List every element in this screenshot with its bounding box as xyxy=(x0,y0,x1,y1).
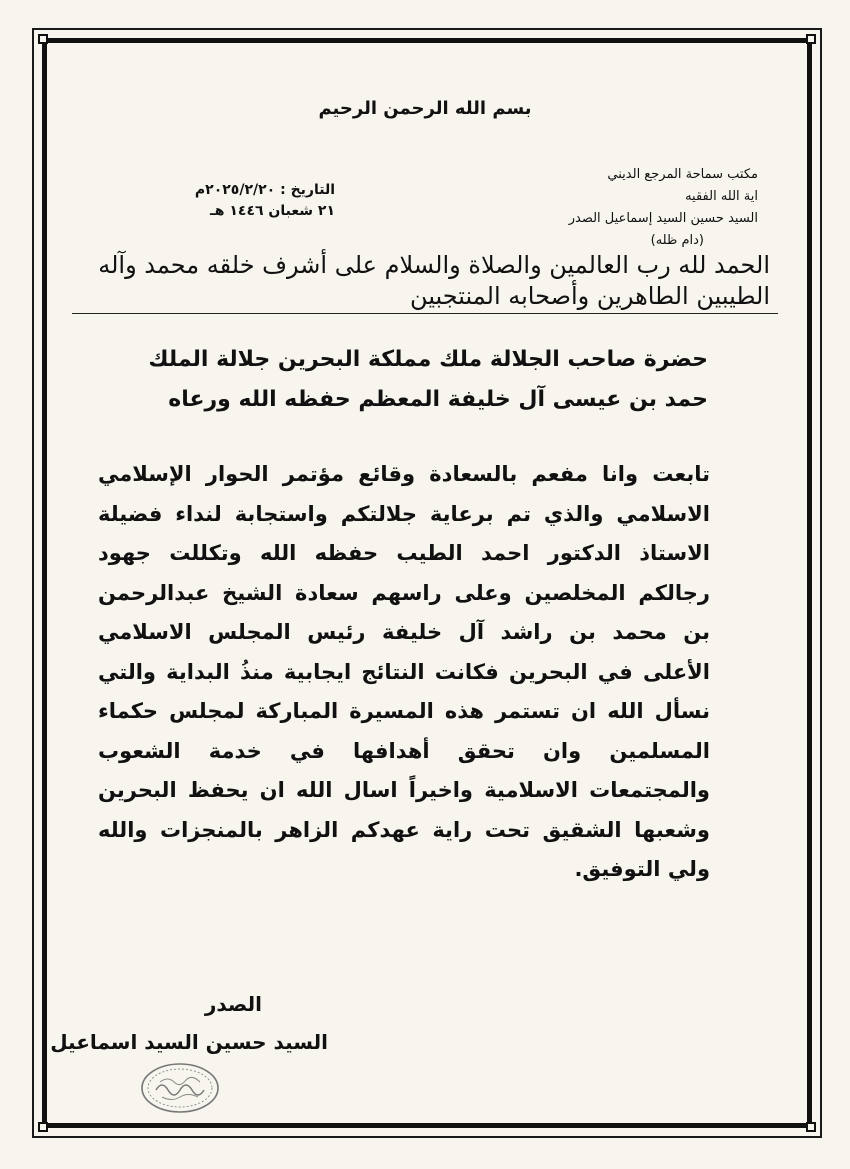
corner-ornament-bottom-left xyxy=(38,1122,48,1132)
office-line-1: مكتب سماحة المرجع الديني xyxy=(607,167,758,182)
signature-name: السيد حسين السيد اسماعيل xyxy=(50,1030,328,1054)
office-line-2: اية الله الفقيه xyxy=(685,189,758,204)
hamd-opening: الحمد لله رب العالمين والصلاة والسلام على أشرف خلقه محمد وآله الطيبين الطاهرين وأصحابه المنتجبين xyxy=(98,251,770,310)
gregorian-date: التاريخ : ٢٠٢٥/٢/٢٠م xyxy=(194,182,335,198)
signature-title: الصدر xyxy=(204,992,262,1016)
corner-ornament-bottom-right xyxy=(806,1122,816,1132)
office-line-3: السيد حسين السيد إسماعيل الصدر xyxy=(568,211,758,226)
hijri-date: ٢١ شعبان ١٤٤٦ هـ xyxy=(210,203,335,219)
header-divider xyxy=(72,313,778,314)
date-block xyxy=(115,180,335,222)
office-line-4: (دام ظله) xyxy=(650,233,704,248)
office-header xyxy=(569,164,758,252)
letter-body: تابعت وانا مفعم بالسعادة وقائع مؤتمر الحوار الإسلامي الاسلامي والذي تم برعاية جلالتكم واستجابة لنداء فضيلة الاستاذ الدكتور احمد الطيب حفظه الله وتكللت جهود رجالكم المخلصين وعلى راسهم سعادة الشيخ عبدالرحمن بن محمد بن راشد آل خليفة رئيس المجلس الاسلامي الأعلى في البحرين فكانت النتائج ايجابية منذُ البداية والتي نسأل الله ان تستمر هذه المسيرة المباركة لمجلس حكماء المسلمين وان تحقق أهدافها في خدمة الشعوب والمجتمعات الاسلامية واخيراً اسال الله ان يحفظ البحرين وشعبها الشقيق تحت راية عهدكم الزاهر بالمنجزات والله ولي التوفيق. xyxy=(98,462,710,881)
corner-ornament-top-left xyxy=(38,34,48,44)
basmala-heading: بسم الله الرحمن الرحيم xyxy=(318,98,532,119)
corner-ornament-top-right xyxy=(806,34,816,44)
seal-stamp-icon xyxy=(138,1060,222,1116)
addressee: حضرة صاحب الجلالة ملك مملكة البحرين جلالة الملك حمد بن عيسى آل خليفة المعظم حفظه الله ورعاه xyxy=(148,347,708,412)
